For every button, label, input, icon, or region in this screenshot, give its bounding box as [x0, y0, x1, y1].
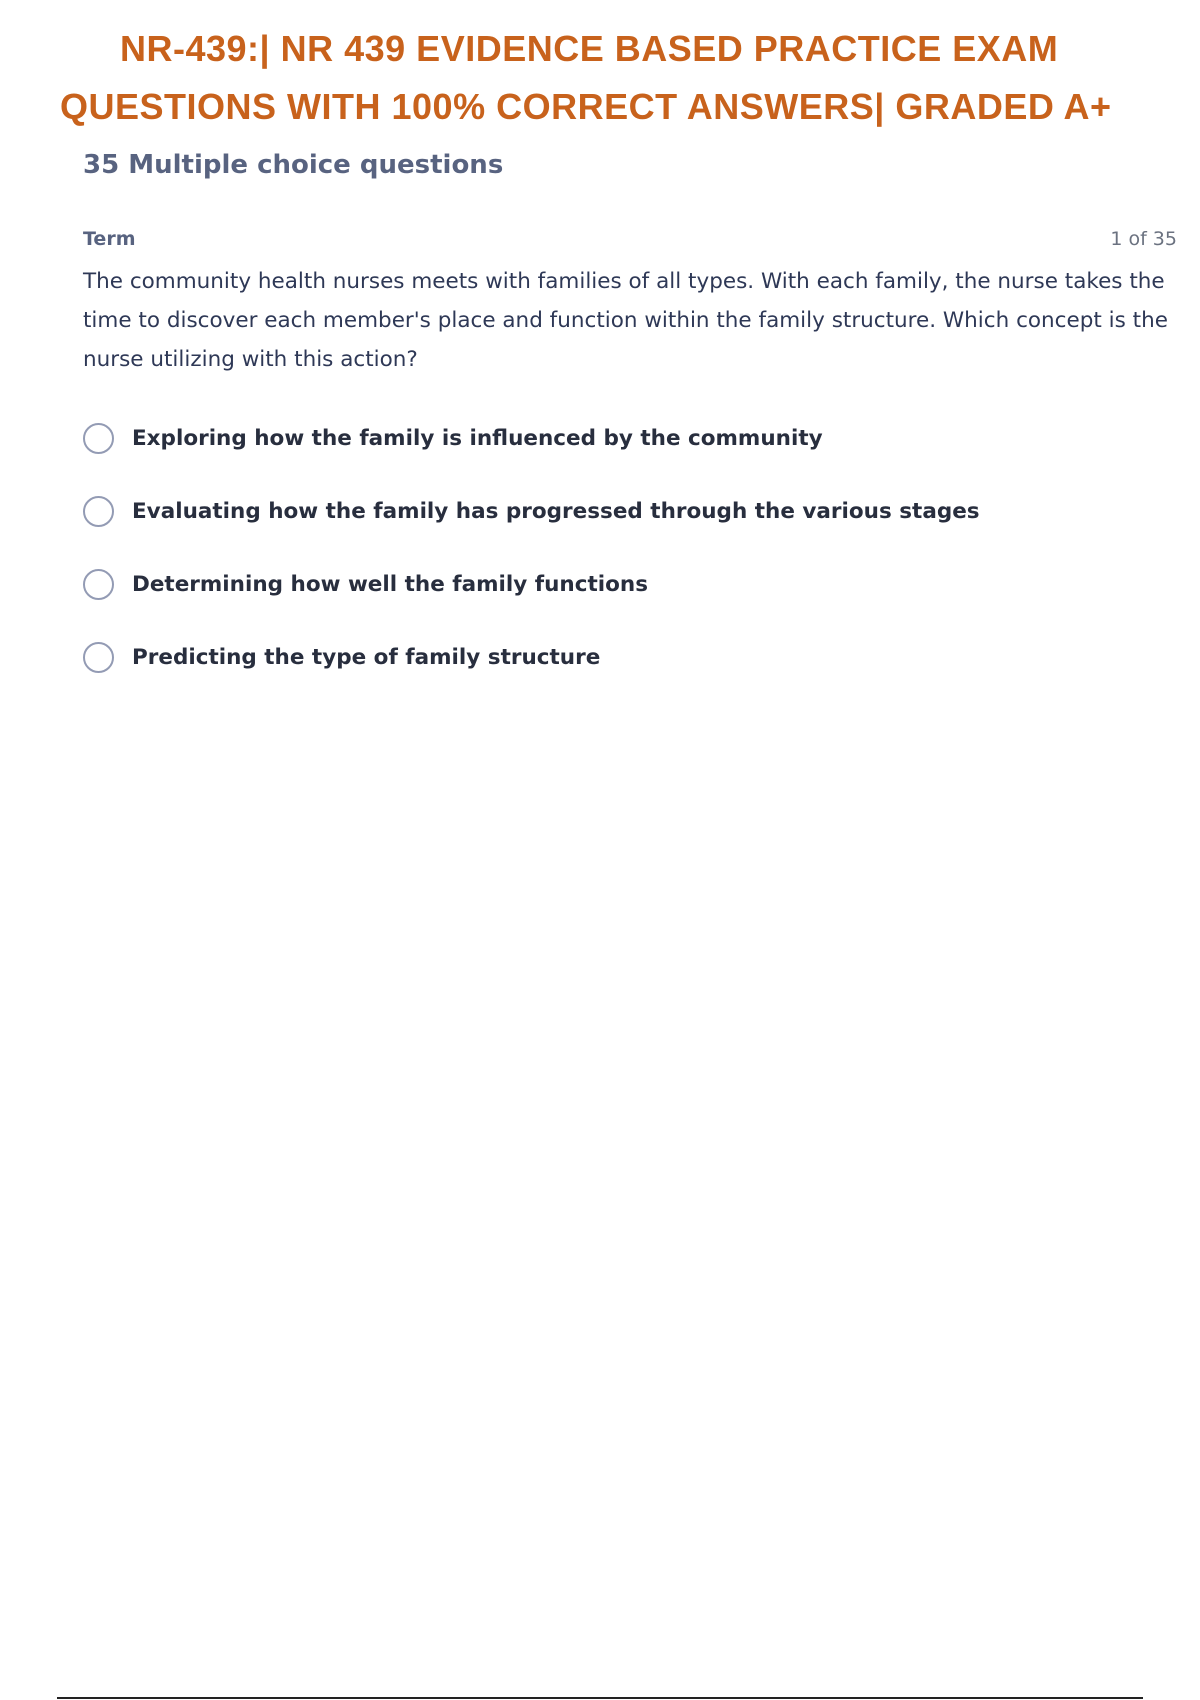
page-divider: [57, 1697, 1143, 1699]
answer-option[interactable]: [83, 621, 1083, 694]
answer-options: [83, 402, 1083, 694]
answer-option[interactable]: [83, 548, 1083, 621]
term-label: Term: [83, 228, 136, 250]
question-count-heading: 35 Multiple choice questions: [83, 150, 504, 180]
question-text: The community health nurses meets with families of all types. With each family, the nurse takes the time to discover each member's place and function within the family structure. Which concept is the nurse utilizing with this action?: [83, 269, 1168, 372]
answer-option-label: Evaluating how the family has progressed through the various stages: [132, 499, 980, 524]
term-header: [83, 228, 1177, 250]
answer-option[interactable]: [83, 402, 1083, 475]
answer-option-label: Predicting the type of family structure: [132, 645, 601, 670]
document-title: [0, 20, 1200, 136]
answer-option-label: Exploring how the family is influenced by the community: [132, 426, 823, 451]
answer-option[interactable]: [83, 475, 1083, 548]
document-title-line-1: NR-439:| NR 439 EVIDENCE BASED PRACTICE EXAM: [120, 28, 1059, 69]
radio-button-icon[interactable]: [83, 569, 114, 600]
document-title-line-2: QUESTIONS WITH 100% CORRECT ANSWERS| GRADED A+: [60, 86, 1112, 127]
radio-button-icon[interactable]: [83, 642, 114, 673]
radio-button-icon[interactable]: [83, 496, 114, 527]
radio-button-icon[interactable]: [83, 423, 114, 454]
answer-option-label: Determining how well the family functions: [132, 572, 648, 597]
question-counter: 1 of 35: [1110, 228, 1177, 250]
